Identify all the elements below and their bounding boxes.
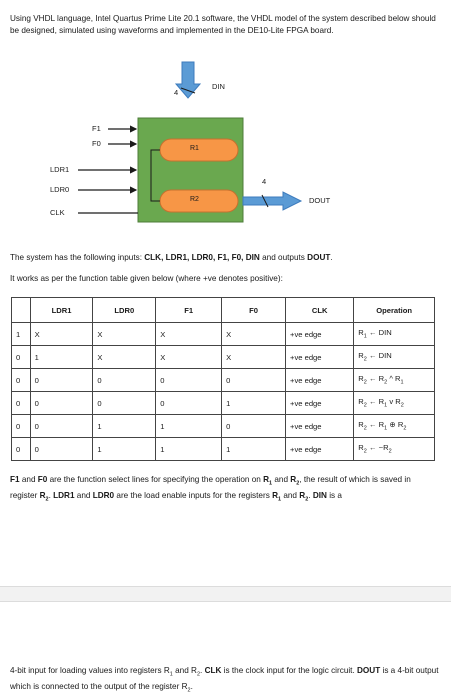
header-f1: F1 (156, 298, 222, 323)
intro-text: Using VHDL language, Intel Quartus Prime Lite 20.1 software, the VHDL model of the system described below should be designed, simulated using waveforms and implemented in the DE10-Lite FPGA board. (10, 14, 436, 35)
ldr1-label: LDR1 (50, 165, 70, 174)
page-break (0, 586, 451, 602)
inputs-list: CLK, LDR1, LDR0, F1, F0, DIN (144, 253, 260, 262)
table-row: 1 X X X X +ve edge $R_1$ ← DIN (12, 323, 435, 346)
register-r1 (160, 139, 238, 161)
din-label: DIN (212, 82, 225, 91)
output-name: DOUT (307, 253, 331, 262)
operation-cell: $R_1$ ← DIN (354, 323, 435, 346)
header-blank (12, 298, 31, 323)
header-operation: Operation (354, 298, 435, 323)
f0-label: F0 (92, 139, 101, 148)
dout-label: DOUT (309, 196, 331, 205)
operation-cell: $R_2$ ← $R_1$ v $R_2$ (354, 392, 435, 415)
register-r2 (160, 190, 238, 212)
block-diagram (0, 60, 451, 245)
header-clk: CLK (286, 298, 354, 323)
din-arrow (176, 62, 200, 98)
header-ldr0: LDR0 (93, 298, 156, 323)
din-width-label: 4 (174, 88, 179, 97)
bottom-paragraph: 4-bit input for loading values into registers $R_1$ and $R_2$. CLK is the clock input for the logic circuit. DOUT is a 4-bit output which is connected to the output of the register $R_2$. (10, 666, 439, 694)
intro-paragraph (10, 13, 440, 36)
inputs-paragraph: The system has the following inputs: CLK, LDR1, LDR0, F1, F0, DIN and outputs DOUT. (10, 253, 333, 262)
table-row: 0 1 X X X +ve edge $R_2$ ← DIN (12, 346, 435, 369)
dout-width-label: 4 (262, 177, 267, 186)
r2-label: R2 (190, 196, 199, 203)
table-row: 0 0 0 0 1 +ve edge $R_2$ ← $R_1$ v $R_2$ (12, 392, 435, 415)
table-row: 0 0 1 1 1 +ve edge $R_2$ ← $\sim R_2$ (12, 438, 435, 461)
header-f0: F0 (222, 298, 286, 323)
function-description: F1 and F0 are the function select lines for specifying the operation on $R_1$ and $R_2$, the result of which is saved in register $R_2$. LDR1 and LDR0 are the load enable inputs for the registers $R_1$ and $R_2$. DIN is a (10, 475, 411, 503)
table-header-row (12, 298, 435, 323)
operation-cell: $R_2$ ← $\sim R_2$ (354, 438, 435, 461)
block-diagram-svg (0, 60, 451, 245)
header-ldr1: LDR1 (30, 298, 93, 323)
r1-label: R1 (190, 145, 199, 152)
operation-cell: $R_2$ ← $R_2$ ^ $R_1$ (354, 369, 435, 392)
dout-arrow (243, 192, 301, 210)
operation-cell: $R_2$ ← DIN (354, 346, 435, 369)
f1-label: F1 (92, 124, 101, 133)
operation-cell: $R_2$ ← $R_1$ ⊕ $R_2$ (354, 415, 435, 438)
table-intro: It works as per the function table given below (where +ve denotes positive): (10, 274, 283, 283)
clk-label: CLK (50, 208, 65, 217)
function-table (11, 297, 435, 461)
table-row: 0 0 1 1 0 +ve edge $R_2$ ← $R_1$ ⊕ $R_2$ (12, 415, 435, 438)
ldr0-label: LDR0 (50, 185, 70, 194)
table-row: 0 0 0 0 0 +ve edge $R_2$ ← $R_2$ ^ $R_1$ (12, 369, 435, 392)
